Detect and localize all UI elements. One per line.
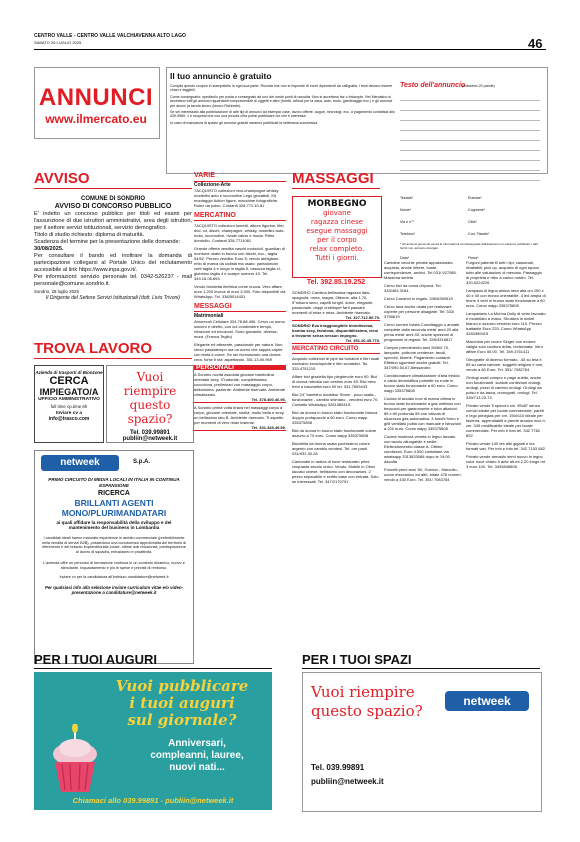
netweek-footer: Per qualsiasi info alla selezione inviare curriculum vitae e/o video-presentazione a candidature@netweek.it [44,585,184,596]
auguri-headline-2: i tuoi auguri [129,694,235,712]
avviso-body: E' indetto un concorso pubblico per titoli ed esami per l'assunzione di due istruttori amministrativi, area degli istruttori, per il settore servizi istituzionali, servizio demografico. [34,211,192,231]
netweek-logo: netweek [445,691,529,711]
section-rule [34,358,192,359]
coupon-note: * Gli annunci pervenuti senza le informazioni contrassegnate dall'asterisco non saranno pubblicati. I dati forniti non verranno divulgati. [400,242,538,250]
cerca-fulltime: full time cp.time 6h [50,404,88,409]
spazi-tel: Tel. 039.99891 [311,763,365,772]
mercatino-ad: Oleografie di diverso formato, -45 su tela e 85 su carta cartone, soggetti religiosi e non, vendo a 80 Euro. Tel. 351/ 7082764 [466,357,544,372]
coupon-line[interactable] [400,150,540,151]
gratuito-paragraph: In caso di mancanza di spazio gli annunci gratuiti saranno pubblicati la settimana successiva. [170,120,319,125]
mercatino-ad: Cucina moderna veneta in legno laccato con tavolo allungabile e sedie. Elettrodomestici classe A. Ottime condizioni. Euro 4.500 contattare via whatsapp 3313833088 dopo le 19:00 Ascolta [384,434,456,464]
personali-ad: A Sondrio prima volta brava nel massaggi corpo a corpo, giovane orientale, snella, molto bella e sexy, un bellissimo lato B. Ambiente riservato. Ti aspetto per momenti di vero relax insieme. [194,405,285,425]
section-personali: PERSONALI [194,365,286,370]
netweek-body1: I candidati ideali hanno maturato esperienze in ambito commerciale (preferibilmente nella vendita di servizi B2B), possiedono una conoscenza approfondita del territorio di riferimento e del tessuto imprenditoriale locale, ottime doti relazionali, predisposizione al lavoro di squadra, entusiasmo e proattività. [41,536,187,554]
coupon-field-firma[interactable]: Firma* [468,256,479,260]
gratuito-title: Il tuo annuncio è gratuito [170,71,272,81]
morbegno-ad [292,196,382,278]
morbegno-tel: Tel. 392.85.19.252 [306,279,366,286]
coupon-line[interactable] [400,140,540,141]
netweek-intro: PRIMO CIRCUITO DI MEDIA LOCALI IN ITALIA IN CONTINUA ESPANSIONE [48,477,180,488]
spazi-email[interactable]: publiin@netweek.it [311,777,384,786]
avviso-comune: COMUNE DI SONDRIO [80,196,145,202]
morbegno-line: per il corpo [317,236,357,244]
coupon-subtitle: (massimo 20 parole) [462,84,495,88]
section-massaggi: MASSAGGI [292,170,374,187]
circuito-ad: Cantonale in radica di noce restaurato primi cinquanta secolo unico. Vendo. Mobile in Olmo laccato cinese, bellissimo con decorazioni, 2 pezzo separabile e scritto base con entrata. Solo se interessati. Tel. 347/2170701 [292,459,379,484]
coupon-field-telefono[interactable]: Telefono* [400,232,415,236]
netweek-recruitment-ad [34,450,194,664]
circuito-ad: Bicicletta da donna usata pochissimo colore argento con cambio vendesi. Tel. ore pasti 031/932.30.28 [292,441,370,456]
circuito-ad: Bici da donna in buono stato funzionante colore azzurro a 70 euro. Como wapp 335375808 [292,428,377,438]
personali-tel: Tel. 378.400.46.96. [194,397,286,403]
massaggi-ad: SONDRIO Eva irraggiungibile biondissima, bomba sexy, favolosa, disponibilissima, vieni a trovarmi senza nessun impegno. [292,323,379,338]
avviso-scadenza-label: Scadenza del termine per la presentazione delle domande: [34,239,181,245]
mercatino-ad: Privato vende 5 specchi cm. 95x87 senza cornici ideale per locale commerciale, pareti e lego plexiglas per cm. 150x110 ideale per taverna, appendiabiti a parete arcaico inox h. cm. 345 modificabile ideale per locale commerciale. Per info e foto tel. 342 7782 892 [466,403,546,438]
mercatino-ad: Cartoline vecchie private appassionato acquista, anche lettere, buste, corrispondenze, archivi. Tel 031/ 927085. Massima serietà [384,260,457,280]
section-varie: VARIE [194,172,215,179]
column-4 [384,260,462,485]
mercatino-ad: Fornetti primi anni '60, Gordon - Marzollo, uomo meccanico ed altri, totale 478 numeri, vendo a 430 Euro. Tel. 351/ 7083764 [384,467,462,482]
coupon-field-testata[interactable]: Testata* [400,196,413,200]
mercatino-ad: Cerco lana anche usata per realizzare coperte per persone disagiate. Tel. 333/ 3759619 [384,304,455,319]
morbegno-line: relax completo. [309,245,365,253]
subsection-collezione: Collezione-Arte [194,182,231,188]
mercatino-ad: Compro prendimento anni 50/60/ 70, lampade, poltrone credenze, tavoli, specchi, librerie. Pagamento contanti. Effettuo sgomberi anche gratuiti. Tel. 347/090.54.67 Alessandro [384,345,451,370]
column-varie [194,183,286,431]
avviso-informazioni: Per informazioni: servizio personale tel. 0342-526237 - mail personale@comune.sondrio.it. [34,274,192,287]
auguri-headline-3: sul giornale? [127,711,237,729]
section-rule [34,188,192,189]
personali-ad: A Sondrio novità assoluta giovane bambolina orientale sexy, 3°naturale, completissima, coccolona, preliminari con massaggio corpo, delicissima, paziente. Ambiente riservato. Ambiente climatizzato. [194,372,286,397]
personali-tel: Tel. 331.345.49.59. [194,425,286,431]
coupon-line[interactable] [400,100,540,101]
messaggi-ad: Amorevoli Cellulare 334.76.88.496. Cerco un uomo sincero e diretto, con cui condividere tempo, relazione ed emozioni. Sono giovanile, diversa, mora. (Franca Teglio) [194,319,285,339]
header-rule [34,49,546,50]
mercatino-ad: Grande offerta vendita caschi motocicli, guardian di montone usato in buono con dischi, ecc., taglia 54/52. Prezzo vendita: Euro 5; vendo abbigliam. ento di marca da ciclista ma usato: pantaloncini corti taglia 4 e lungo in taglia 5, casacca taglia xl, giubbino taglia 4 e scarpe numero 43. Tel. 349.16.06.893. [194,246,285,281]
mercatino-ad: Cerco bici da corsa d'epoca. Tel. 333/463.3184. [384,283,442,293]
coupon-field-nome[interactable]: Nome* [400,208,411,212]
mercatino-ad: Cucina di acciaio inox di marca ottima in buono stato funzionante a gas mettano con beccucci per gastronomie e tubo attacchi. 85 x 60 profonda 55 con valvola di sicurezza gas automatica. 4 fuochi forno e grill ventilato pulita con manuale e istruzioni a 220 euro. Como wapp 335375808 [384,396,462,431]
coupon-field-citta[interactable]: Città* [468,220,477,224]
annunci-url[interactable]: www.ilmercato.eu [45,112,147,126]
avviso-titolo: Titolo di studio richiesto: diploma di maturità. [34,232,145,238]
section-rule [302,668,540,669]
netweek-logo: netweek [41,455,119,471]
vuoi-headline: Vuoi riempire questo spazio? [123,370,177,426]
morbegno-line: giovane [323,209,351,217]
morbegno-line: Tutti i giorni. [315,254,359,262]
netweek-ricerca: RICERCA [98,490,130,497]
coupon-line[interactable] [400,170,540,171]
vuoi-email[interactable]: publiin@netweek.it [122,436,178,442]
mercatino-ad: Lampada di legno antica nera alta cm 150 x 40 x 40 con tronco orientabile. 4 led ampia di leone 4 vetri in buono stato funzionante a 60 euro. Como wapp 335375808 [466,288,546,308]
circuito-ad: Acquisto collezioni di pipe da fumatori e libri usati esclusivo enciclopedie e libri scolastici. Tel. 333.4751215 [292,356,380,371]
messaggi-ad: Elegante ed attraente, passionale per natura. Non cerco passatempo ma un uomo che sappia capire con testa e cuore. Se sei riconosciuto una donna vera, forse ti sta' aspettando. 351.13.00.969 [194,342,283,362]
coupon-title: Testo dell'annuncio [400,82,466,89]
mercatino-ad: 7ACQUISTO collezioni fumetti, album figurine, libri, dvd, cd, dischi, champagne, whisky, modellini auto-moto, locomotive, riviste calcio e moda. Ritiro domicilio. Contanti 328-7711081 [194,223,285,243]
column-5 [466,260,546,472]
avviso-scadenza-date: 30/08/2025. [34,246,64,252]
auguri-sub-1: Anniversari, [168,738,226,749]
auguri-headline-1: Vuoi pubblicare [115,677,249,695]
avviso-firma: Il Dirigente del Settore Servizi Istituzionali (dott. Livio Trivoni) [45,295,181,301]
mercatino-ad: Lampadario La Murina Dolly di vetro lavorato e modellato a mano. Struttura in nickel bianco e azzurro vendesi euro 110. Prezzo trattabile Euro 225. Como WhatsApp 3283389415 [466,311,546,336]
coupon-line[interactable] [400,110,540,111]
cerca-label: CERCA [49,375,89,387]
vuoi-tel: Tel. 039.99891 [130,430,170,436]
section-rule [292,188,380,189]
column-massaggi [292,290,380,487]
mercatino-ad: Cerco Canarini in regalo. 349/6350519 [384,296,453,301]
morbegno-line: ragazza cinese [310,218,364,226]
section-auguri: PER I TUOI AUGURI [34,652,158,667]
netweek-agenti: BRILLANTI AGENTI MONO/PLURIMANDATARI [61,498,167,518]
section-mercatino: MERCATINO [194,211,286,221]
avviso-luogo-data: Sondrio, 28 luglio 2025 [34,289,79,294]
gratuito-paragraph: Se sei interessato alla pubblicazione di altri tipi di annunci ad esempio case, lavoro offerte, auguri, necrologi, ecc. a pagamento contattaci allo 039.9989. 1 e scoprirai che con una piccola cifra potrai pubblicare ciò che ti interessa. [170,110,395,119]
coupon-field-codfiscale[interactable]: Cod. Fiscale* [468,232,490,236]
spazi-ad [302,672,542,812]
section-spazi: PER I TUOI SPAZI [302,652,412,667]
mercatino-ad: Macchina per cucire Singer con motore valigia solo cucitura dritta, revisionata. Vero affare Euro 50,00. Tel. 349.3761411 [466,339,543,354]
gratuito-paragraph: Come consegnarlo: spediscilo per posta o consegnalo ad uno dei nostri punti di raccolta. Non si accettano fax o fotocopie. Nel Mercatino si accettano tutti gli annunci riguardanti compravendite di oggetti e altro (furetti, articoli per la casa, auto, moto, giardinaggio ecc.) e gli annunci per alunni (a tavola lavoro (lavoro Richieste). [170,94,393,108]
netweek-body2: L'azienda offre un percorso di formazione continua in un contesto dinamico, nuovo e stimolante. Inquadramento e più le spese e previsti di rimborso. [43,561,185,570]
circuito-ad: Bici da donna in buono stato funzionante bianca doppio portapacchi a 60 euro. Como wapp 335375808 [292,410,378,425]
auguri-sub [124,738,270,774]
massaggi-tel: Tel. 351.20.45.779. [292,338,380,344]
avviso-consultazione: Per consultare il bando ed inoltrare la domanda di partecipazione collegarsi al Portale Unico del reclutamento accessibile al link https://www.inpa.gov.it/. [34,253,192,273]
section-trova-lavoro: TROVA LAVORO [34,340,153,357]
mercatino-ad: Privato vende armadio semi nuovo in legno color noce chiaro 5 ante alt.mt.2,20 lungo mt 3 euro 100. Tel. 3493848808 [466,454,545,469]
mercatino-ad: Privato vende 140 tex albi giganti e tex formati vari. Per info e foto tel. 342 7153 682 [466,441,545,451]
header-date: SABATO 26 LUGLIO 2025 [34,40,82,45]
cerca-impiegato: IMPIEGATO/A [39,387,99,397]
section-rule [34,668,272,669]
coupon-field-rubrica[interactable]: Rubrica* [468,196,482,200]
circuito-ad: Bici 24" bambino doubleur Storm - poco usata - funzionante - cambio shimano - vendesi euro 70. Contatto WhatsApp 3281389419. [292,392,379,407]
vuoi-riempire-ad [106,365,194,443]
auguri-sub-2: compleanni, lauree, [150,750,244,761]
avviso-title: AVVISO DI CONCORSO PUBBLICO [54,203,172,210]
gratuito-paragraph: Compila questo coupon in stampatello in ogni sua parte. Ricorda che non si risponde di errori dipendenti da calligrafia. I testi devono essere chiari e leggibili. [170,84,393,93]
spazi-headline: Vuoi riempire questo spazio? [311,683,423,720]
section-avviso: AVVISO [34,170,90,187]
mercatino-ad: Cerco numeri rivista Conciltaggio o annate complete dalla seconda metà' anni 20 alla prima metà' anni 40, anche spezzoni di programmi di regata. Tel. 349/3316817 [384,322,460,342]
cerca-impiegato-ad [34,365,104,443]
circuito-ad: Affare bici graziella tipo pieghevole euro 90. Bici di donna robusta con cestino euro 45. Bici nera freni a bacchetta euro 90 tel. 331.7609443 [292,374,378,389]
coupon-line[interactable] [400,120,540,121]
mercatino-ad: Vendo bicicletta elettrica come nuova. Vero affare, euro 1.200 invece di euro 3.000. Foto disponibili via WhatsApp. Tel. 338/5014431 [194,284,286,299]
cupcake-icon [48,724,102,794]
cerca-invia: Inviare cv a [55,411,83,416]
subsection-matrimoniali: Matrimoniali [194,313,224,319]
morbegno-line: esegue massaggi [306,227,368,235]
morbegno-town: MORBEGNO [307,199,367,209]
cerca-email[interactable]: info@trasco.com [48,416,90,422]
section-mercatino-circuito: MERCATINO CIRCUITO [292,346,380,354]
varie-ad: 7ACQUISTO collezioni vino-champagne-whisky modellini auto e locomotive Lego giocattoli, Kit montaggio Action figure, macchine fotografiche, Rolex da polso. Contanti 328.771.10.81 [194,188,279,208]
massaggi-ad: SONDRIO Carolina bellissima ragazza italo- spagnola, mora, magra, 28enne, alta 1,70, 5°misura seno, capelli lunghi, dolce, elegante, passionale, doppi crebiloper farti passare momenti di relax e relax. Ambiente riservato. [292,290,374,315]
netweek-spa: S.p.A. [133,459,151,465]
netweek-body3: Inviare cv per la candidatura all'indirizzo candidature@netweek.it [59,575,169,579]
mercatino-ad: Orologi usati compro e pago subito, anche non funzionanti, scatole confezioni orologi, orologi, pezzi di cambio orologi. Orologi da polso e da tasca, cronografi, orologi. Tel. 339/713.23.73. [466,375,542,400]
auguri-footer[interactable]: Chiamaci allo 039.99891 - publiin@netweek.it [72,796,234,805]
coupon-field-via[interactable]: Via e n°* [400,220,414,224]
section-messaggi: MESSAGGI [194,302,286,312]
mercatino-ad: Furgoni patente B tutti i tipi, cassonati, ribaltabili, pick up, acquisto di ogni epoca tutto alle valutazioni di mercato. Passaggio di proprietà e ritiro a carico nostro. Tel. 320.5224226 [466,260,542,285]
massaggi-tel: Tel. 327.712.56.75. [292,315,380,321]
header-title: CENTRO VALLE - CENTRO VALLE VALCHIAVENNA ALTO LAGO [34,33,186,39]
gratuito-text [170,84,396,125]
coupon-line[interactable] [400,180,540,181]
avviso-notice [34,196,192,336]
auguri-ad [34,672,272,810]
cerca-azienda: Azienda di trasporti di Bionzone [35,370,103,375]
coupon-line[interactable] [400,130,540,131]
auguri-sub-3: nuovi nati... [169,762,225,773]
coupon-line[interactable] [400,160,540,161]
page-number: 46 [528,36,543,51]
coupon-field-cognome[interactable]: Cognome* [468,208,485,212]
netweek-desc: ai quali affidare la responsabilità della sviluppo e del mantenimento del business in Lombardia [56,520,172,531]
coupon-field-data[interactable]: Data* [400,256,409,260]
cerca-ufficio: UFFICIO AMMINISTRATIVO [38,397,100,402]
auguri-headline [94,678,270,729]
annunci-title: ANNUNCI [38,84,154,111]
mercatino-ad: Condizionatore climatizzatore d'aria freddo e caldo deumidifica portatile su ruote in buono stato funzionante a 60 euro. Como wapp 335375808 [384,373,460,393]
